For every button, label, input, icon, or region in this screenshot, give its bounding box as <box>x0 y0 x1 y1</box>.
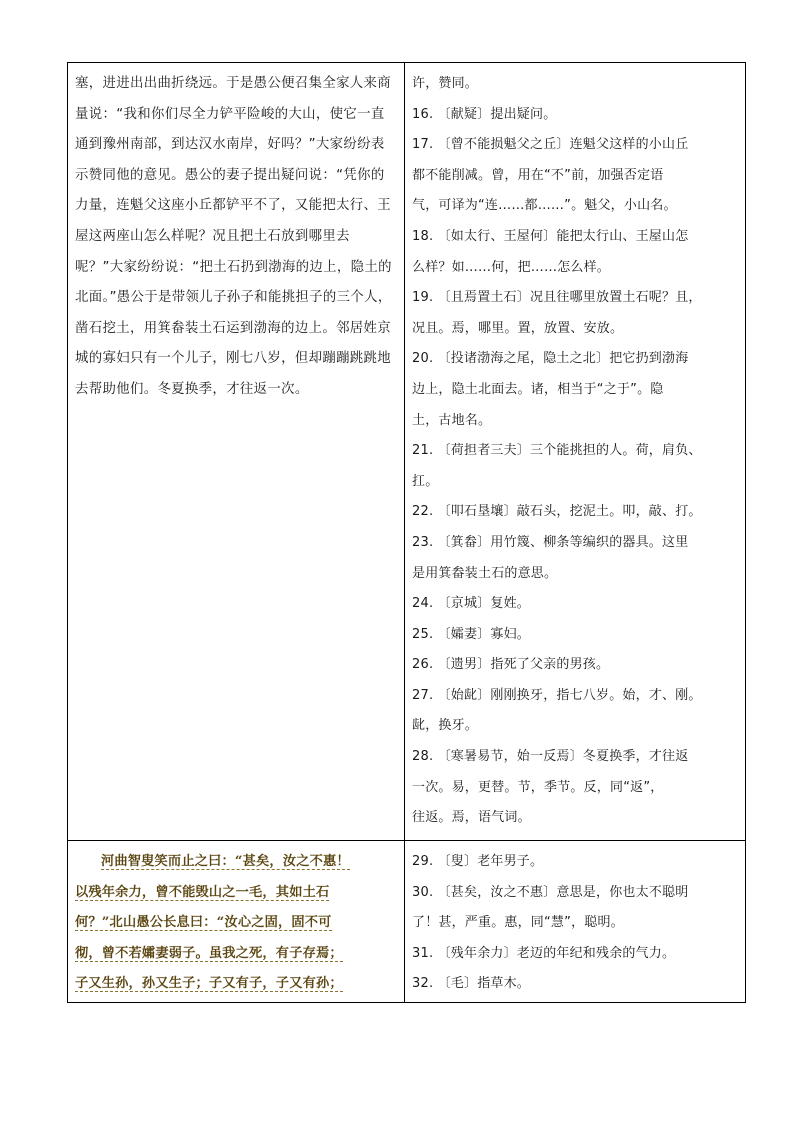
annotation-line: 都不能削减。曾，用在“不”前，加强否定语 <box>412 167 664 183</box>
classical-text-span: 何？”北山愚公长息曰：“汝心之固，固不可 <box>75 915 332 931</box>
annotation-line: 一次。易，更替。节，季节。反，同“返”， <box>412 779 664 795</box>
annotation-line: 27. 〔始龀〕刚刚换牙，指七八岁。始，才、刚。 <box>412 687 702 703</box>
table-row <box>68 63 746 841</box>
annotation-line: 26. 〔遗男〕指死了父亲的男孩。 <box>412 657 610 673</box>
classical-text-span: 以残年余力，曾不能毁山之一毛，其如土石 <box>75 884 330 900</box>
annotation-line: 边上，隐土北面去。诸，相当于“之于”。隐 <box>412 381 664 397</box>
classical-text-line <box>75 908 398 939</box>
annotation-line: 往返。焉，语气词。 <box>412 810 531 826</box>
annotation-line: 18. 〔如太行、王屋何〕能把太行山、王屋山怎 <box>412 228 689 244</box>
annotation-line: 28. 〔寒暑易节，始一反焉〕冬夏换季，才往返 <box>412 749 689 765</box>
annotation-line: 17. 〔曾不能损魁父之丘〕连魁父这样的小山丘 <box>412 137 689 153</box>
notes-cell <box>405 63 746 841</box>
annotation-line: 24. 〔京城〕复姓。 <box>412 596 531 612</box>
classical-text-cell <box>68 841 405 1003</box>
classical-text-line <box>75 878 398 909</box>
annotation-line: 31. 〔残年余力〕老迈的年纪和残余的气力。 <box>412 945 676 961</box>
annotation-line: 21. 〔荷担者三夫〕三个能挑担的人。荷，肩负、 <box>412 443 702 459</box>
annotation-line: 30. 〔甚矣，汝之不惠〕意思是，你也太不聪明 <box>412 884 689 900</box>
classical-text-line <box>75 969 398 1000</box>
translation-notes-table <box>67 62 746 1003</box>
annotation-line: 25. 〔孀妻〕寡妇。 <box>412 626 531 642</box>
notes-cell <box>405 841 746 1003</box>
annotation-line: 20. 〔投诸渤海之尾，隐土之北〕把它扔到渤海 <box>412 351 689 367</box>
annotation-line: 是用箕畚装土石的意思。 <box>412 565 558 581</box>
annotation-line: 扛。 <box>412 473 439 489</box>
annotation-line: 况且。焉，哪里。置，放置、安放。 <box>412 320 624 336</box>
annotation-line: 气，可译为“连……都……”。魁父，小山名。 <box>412 198 677 214</box>
annotation-line: 龀，换牙。 <box>412 718 479 734</box>
translation-cell <box>68 63 405 841</box>
classical-text-span: 子又生孙，孙又生子；子又有子，子又有孙； <box>75 976 343 992</box>
annotation-line: 了！甚，严重。惠，同“慧”，聪明。 <box>412 915 624 931</box>
annotation-line: 22. 〔叩石垦壤〕敲石头，挖泥土。叩，敲、打。 <box>412 504 702 520</box>
annotation-line: 32. 〔毛〕指草木。 <box>412 976 531 992</box>
annotation-line: 23. 〔箕畚〕用竹篾、柳条等编织的器具。这里 <box>412 534 689 550</box>
classical-text-span: 河曲智叟笑而止之曰：“甚矣，汝之不惠！ <box>101 854 350 869</box>
modern-translation-text: 塞，进进出出曲折绕远。于是愚公便召集全家人来商量说：“我和你们尽全力铲平险峻的大山，使它一直通到豫州南部，到达汉水南岸，好吗？”大家纷纷表示赞同他的意见。愚公的妻子提出疑问说：“凭你的力量，连魁父这座小丘都铲平不了，又能把太行、王屋这两座山怎么样呢？况且把土石放到哪里去呢？”大家纷纷说：“把土石扔到渤海的边上，隐土的北面。”愚公于是带领儿子孙子和能挑担子的三个人，凿石挖土，用箕畚装土石运到渤海的边上。邻居姓京城的寡妇只有一个儿子，刚七八岁，但却蹦蹦跳跳地去帮助他们。冬夏换季，才往返一次。 <box>75 76 392 397</box>
classical-text-line <box>75 847 398 878</box>
annotation-line: 么样？如……何，把……怎么样。 <box>412 259 611 275</box>
annotation-line: 16. 〔献疑〕提出疑问。 <box>412 106 557 122</box>
table-row <box>68 841 746 1003</box>
classical-text-span: 彻，曾不若孀妻弱子。虽我之死，有子存焉； <box>75 945 343 961</box>
annotation-line: 29. 〔叟〕老年男子。 <box>412 854 544 869</box>
annotation-line: 许，赞同。 <box>412 76 479 91</box>
classical-text-line <box>75 939 398 970</box>
annotation-line: 土，古地名。 <box>412 412 492 428</box>
annotation-line: 19. 〔且焉置土石〕况且往哪里放置土石呢？且， <box>412 290 702 306</box>
